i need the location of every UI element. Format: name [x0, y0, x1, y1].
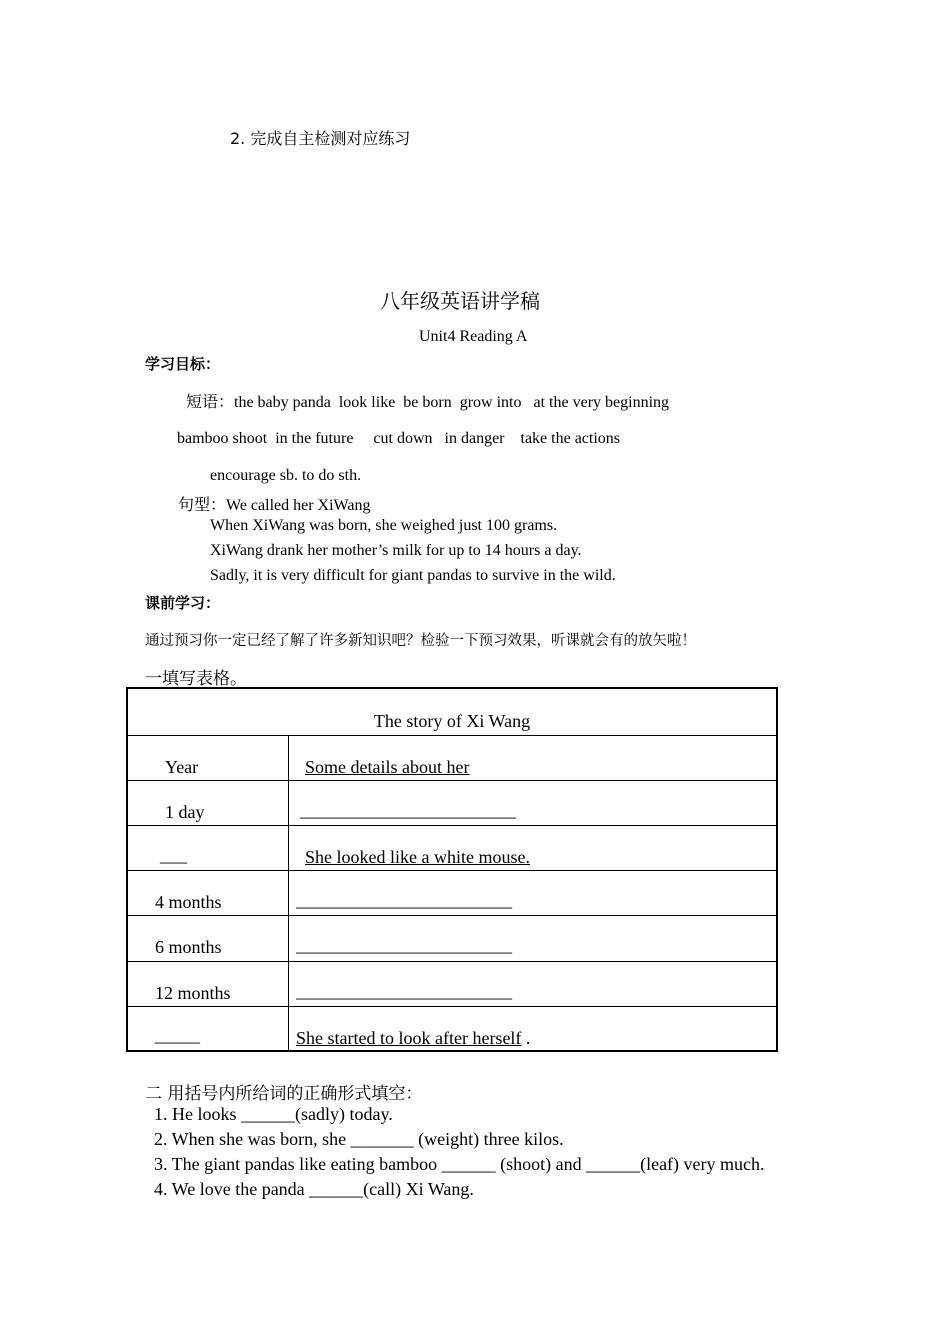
table-rule [128, 735, 776, 736]
page-subtitle: Unit4 Reading A [419, 328, 528, 345]
header-year: Year [165, 757, 199, 777]
sentences-line-2: When XiWang was born, she weighed just 100 grams. [210, 517, 558, 534]
page-title: 八年级英语讲学稿 [380, 289, 540, 313]
table-rule [128, 780, 776, 781]
row-details-blank[interactable]: ________________________ [296, 981, 512, 1001]
table-rule [128, 961, 776, 962]
exercise-item: 4. We love the panda ______(call) Xi Wang. [154, 1179, 474, 1199]
story-table [126, 687, 778, 1052]
row-year: 12 months [155, 983, 231, 1003]
phrases-line-2: bamboo shoot in the future cut down in danger take the actions [177, 430, 621, 447]
row-year: 1 day [165, 802, 205, 822]
table-title: The story of Xi Wang [373, 711, 531, 731]
exercise-item: 1. He looks ______(sadly) today. [154, 1104, 393, 1124]
exercise2-heading: 二 用括号内所给词的正确形式填空： [145, 1084, 423, 1104]
task-line: 2. 完成自主检测对应练习 [230, 129, 411, 148]
table-rule [128, 915, 776, 916]
row-details: She looked like a white mouse. [305, 847, 530, 867]
row-details-blank[interactable]: ________________________ [296, 890, 512, 910]
table-rule [128, 870, 776, 871]
row-details-blank[interactable]: ________________________ [300, 800, 516, 820]
row-year: 6 months [155, 937, 222, 957]
phrases-line-3: encourage sb. to do sth. [210, 467, 362, 484]
row-details: She started to look after herself [296, 1028, 522, 1048]
preview-heading: 课前学习： [145, 594, 221, 612]
exercise-item: 2. When she was born, she _______ (weight) three kilos. [154, 1129, 564, 1149]
row-details-blank[interactable]: ________________________ [296, 935, 512, 955]
row-year-blank[interactable]: _____ [155, 1025, 200, 1045]
row-year-blank[interactable]: ___ [160, 845, 187, 865]
table-rule [128, 825, 776, 826]
part1-heading: 一填写表格。 [145, 669, 247, 689]
table-column-divider [288, 735, 289, 1050]
sentences-line-4: Sadly, it is very difficult for giant pandas to survive in the wild. [210, 567, 616, 584]
table-rule [128, 1006, 776, 1007]
sentences-line-1: 句型：We called her XiWang [178, 497, 371, 514]
sentences-line-3: XiWang drank her mother’s milk for up to 14 hours a day. [210, 542, 582, 559]
exercise-item: 3. The giant pandas like eating bamboo ______ (shoot) and ______(leaf) very much. [154, 1154, 765, 1174]
objectives-heading: 学习目标： [145, 355, 221, 373]
row-details-wrap [296, 1028, 530, 1049]
phrases-line-1: 短语：the baby panda look like be born grow into at the very beginning [186, 394, 670, 411]
row-details-suffix: . [521, 1028, 531, 1048]
preview-intro: 通过预习你一定已经了解了许多新知识吧？检验一下预习效果，听课就会有的放矢啦！ [145, 633, 696, 649]
row-year: 4 months [155, 892, 222, 912]
header-details: Some details about her [305, 757, 470, 777]
